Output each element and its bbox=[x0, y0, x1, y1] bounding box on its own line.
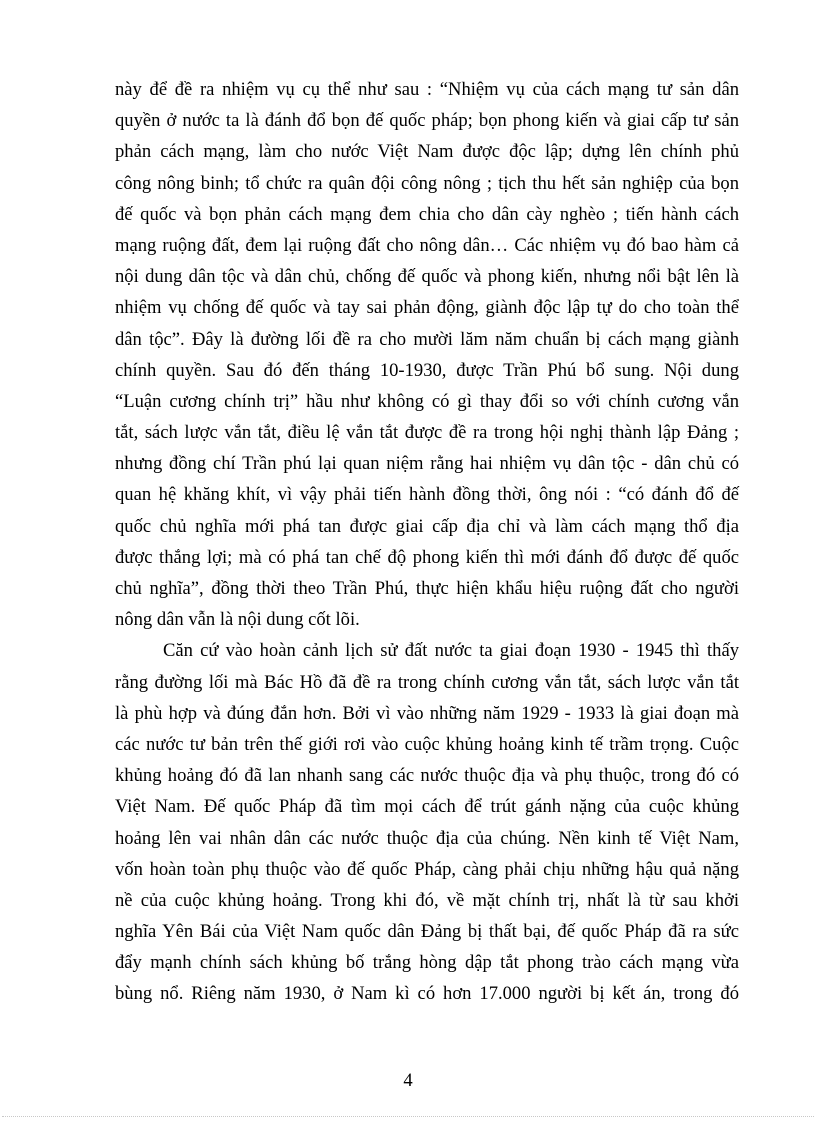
text-line: Việt Nam. Đế quốc Pháp đã tìm mọi cách để trút gánh nặng của cuộc khủng bbox=[115, 796, 739, 818]
text-line: các nước tư bản trên thế giới rơi vào cuộc khủng hoảng kinh tế trầm trọng. Cuộc bbox=[115, 733, 739, 755]
page-bottom-border bbox=[2, 1116, 814, 1117]
text-line: nông dân vẫn là nội dung cốt lõi. bbox=[115, 609, 360, 631]
text-line: dân tộc”. Đây là đường lối đề ra cho mười lăm năm chuẩn bị cách mạng giành bbox=[115, 328, 739, 350]
text-line: nhưng đồng chí Trần phú lại quan niệm rằng hai nhiệm vụ dân tộc - dân chủ có bbox=[115, 453, 739, 475]
body-text bbox=[115, 74, 739, 1010]
page-number: 4 bbox=[403, 1070, 413, 1091]
text-line: là phù hợp và đúng đắn hơn. Bởi vì vào những năm 1929 - 1933 là giai đoạn mà bbox=[115, 702, 739, 724]
text-line-indented: Căn cứ vào hoàn cảnh lịch sử đất nước ta giai đoạn 1930 - 1945 thì thấy bbox=[163, 640, 739, 662]
text-line: nhiệm vụ chống đế quốc và tay sai phản động, giành độc lập tự do cho toàn thể bbox=[115, 297, 739, 319]
text-line: khủng hoảng đó đã lan nhanh sang các nước thuộc địa và phụ thuộc, trong đó có bbox=[115, 765, 739, 787]
text-line: phản cách mạng, làm cho nước Việt Nam được độc lập; dựng lên chính phủ bbox=[115, 141, 739, 163]
text-line: quyền ở nước ta là đánh đổ bọn đế quốc pháp; bọn phong kiến và giai cấp tư sản bbox=[115, 110, 739, 132]
text-line: đế quốc và bọn phản cách mạng đem chia cho dân cày nghèo ; tiến hành cách bbox=[115, 203, 739, 225]
text-line: nội dung dân tộc và dân chủ, chống đế quốc và phong kiến, nhưng nổi bật lên là bbox=[115, 266, 739, 288]
text-line: quốc chủ nghĩa mới phá tan được giai cấp địa chỉ và làm cách mạng thổ địa bbox=[115, 515, 739, 537]
text-line: rằng đường lối mà Bác Hồ đã đề ra trong chính cương vắn tắt, sách lược vắn tắt bbox=[115, 671, 739, 693]
text-line: công nông binh; tổ chức ra quân đội công nông ; tịch thu hết sản nghiệp của bọn bbox=[115, 172, 739, 194]
text-line: chính quyền. Sau đó đến tháng 10-1930, được Trần Phú bổ sung. Nội dung bbox=[115, 359, 739, 381]
text-line: chủ nghĩa”, đồng thời theo Trần Phú, thực hiện khẩu hiệu ruộng đất cho người bbox=[115, 578, 739, 599]
text-line: này để đề ra nhiệm vụ cụ thể như sau : “Nhiệm vụ của cách mạng tư sản dân bbox=[115, 79, 739, 100]
text-line: “Luận cương chính trị” hầu như không có gì thay đổi so với chính cương vắn bbox=[115, 390, 739, 412]
text-line: mạng ruộng đất, đem lại ruộng đất cho nông dân… Các nhiệm vụ đó bao hàm cả bbox=[115, 234, 739, 256]
text-line: hoảng lên vai nhân dân các nước thuộc địa của chúng. Nền kinh tế Việt Nam, bbox=[115, 827, 739, 849]
text-line: vốn hoàn toàn phụ thuộc vào đế quốc Pháp, càng phải chịu những hậu quả nặng bbox=[115, 858, 739, 880]
text-line: bùng nổ. Riêng năm 1930, ở Nam kì có hơn 17.000 người bị kết án, trong đó bbox=[115, 983, 739, 1005]
text-line: nề của cuộc khủng hoảng. Trong khi đó, về mặt chính trị, nhất là từ sau khởi bbox=[115, 889, 739, 911]
text-line: được thắng lợi; mà có phá tan chế độ phong kiến thì mới đánh đổ được đế quốc bbox=[115, 546, 739, 568]
text-line: quan hệ khăng khít, vì vậy phải tiến hành đồng thời, ông nói : “có đánh đổ đế bbox=[115, 484, 739, 506]
text-line: đẩy mạnh chính sách khủng bố trắng hòng dập tắt phong trào cách mạng vừa bbox=[115, 952, 739, 974]
text-line: nghĩa Yên Bái của Việt Nam quốc dân Đảng bị thất bại, đế quốc Pháp đã ra sức bbox=[115, 921, 739, 943]
text-line: tắt, sách lược vắn tắt, điều lệ vắn tắt được đề ra trong hội nghị thành lập Đảng ; bbox=[115, 422, 739, 444]
